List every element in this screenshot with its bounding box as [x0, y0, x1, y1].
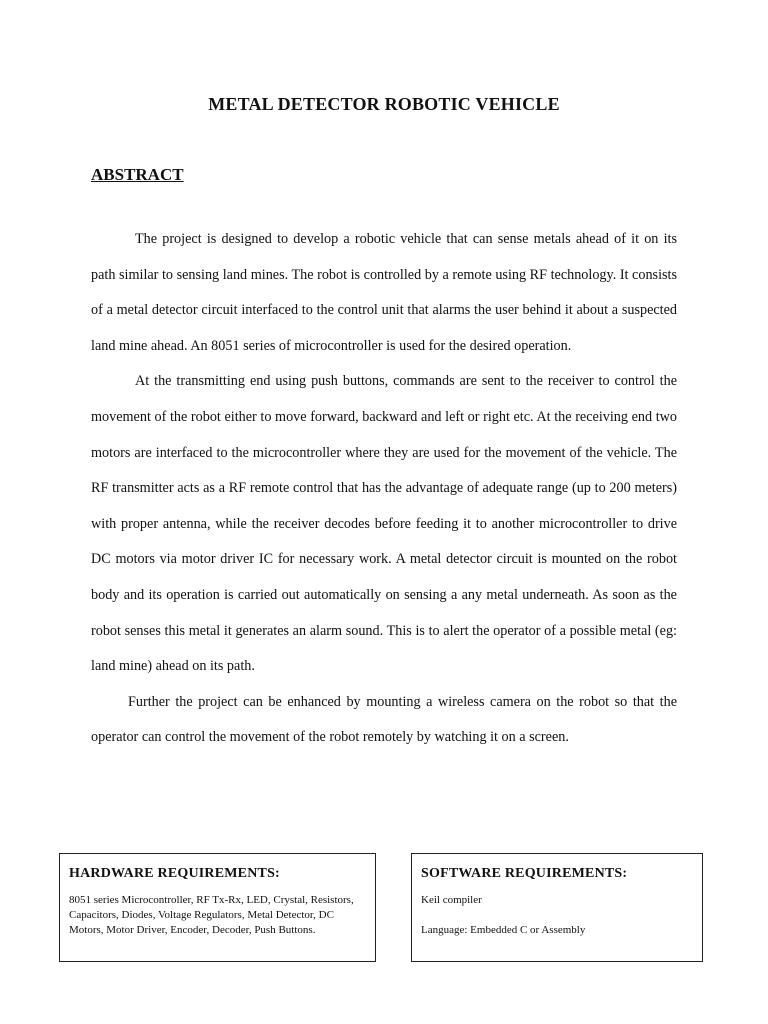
software-language: Language: Embedded C or Assembly: [421, 924, 586, 936]
abstract-paragraph: The project is designed to develop a robotic vehicle that can sense metals ahead of it on its path similar to sensing land mines. The robot is controlled by a remote using RF technology. It consists of a metal detector circuit interfaced to the control unit that alarms the user behind it about a suspected land mine ahead. An 8051 series of microcontroller is used for the desired operation.: [91, 231, 677, 354]
software-compiler: Keil compiler: [421, 894, 482, 906]
hardware-requirements-text: 8051 series Microcontroller, RF Tx-Rx, LED, Crystal, Resistors, Capacitors, Diodes, Voltage Regulators, Metal Detector, DC Motors, Motor Driver, Encoder, Decoder, Push Buttons.: [69, 894, 354, 936]
abstract-paragraph: Further the project can be enhanced by mounting a wireless camera on the robot so that the operator can control the movement of the robot remotely by watching it on a screen.: [91, 693, 677, 746]
abstract-body: [91, 222, 677, 756]
abstract-paragraph: At the transmitting end using push buttons, commands are sent to the receiver to control the movement of the robot either to move forward, backward and left or right etc. At the receiving end two motors are interfaced to the microcontroller where they are used for the movement of the vehicle. The RF transmitter acts as a RF remote control that has the advantage of adequate range (up to 200 meters) with proper antenna, while the receiver decodes before feeding it to another microcontroller to drive DC motors via motor driver IC for necessary work. A metal detector circuit is mounted on the robot body and its operation is carried out automatically on sensing a any metal underneath. As soon as the robot senses this metal it generates an alarm sound. This is to alert the operator of a possible metal (eg: land mine) ahead on its path.: [91, 373, 677, 675]
hardware-requirements-box: [59, 853, 376, 962]
document-title: METAL DETECTOR ROBOTIC VEHICLE: [208, 94, 560, 114]
hardware-requirements-heading: HARDWARE REQUIREMENTS:: [69, 866, 280, 881]
software-requirements-box: [411, 853, 703, 962]
abstract-heading: ABSTRACT: [91, 165, 184, 184]
software-requirements-heading: SOFTWARE REQUIREMENTS:: [421, 866, 628, 881]
